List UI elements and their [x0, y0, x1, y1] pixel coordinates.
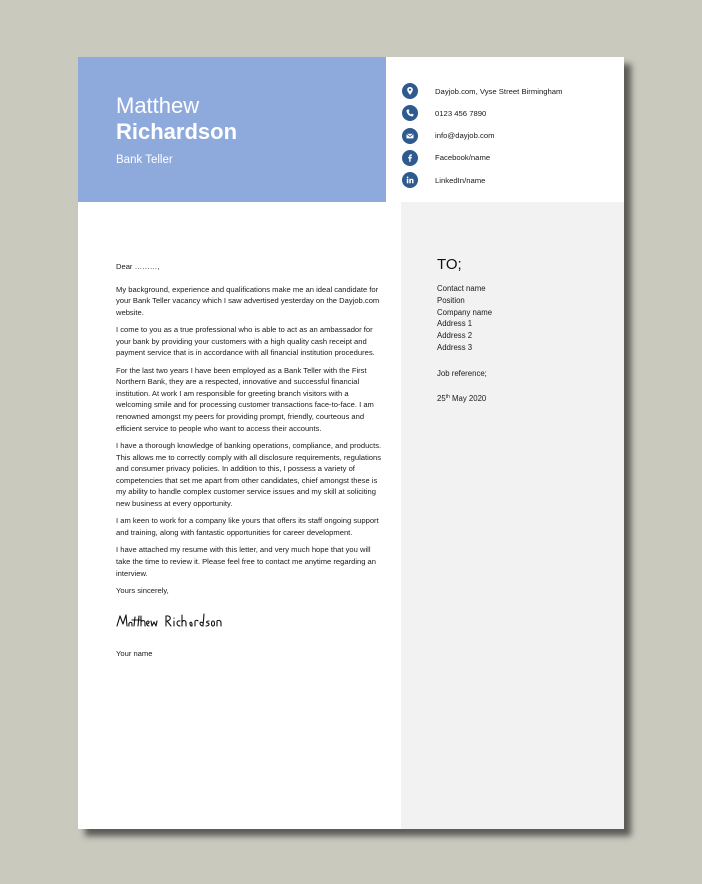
- contact-phone: 0123 456 7890: [435, 108, 487, 118]
- letter-body: [116, 261, 384, 665]
- email-icon: [402, 128, 418, 144]
- job-reference: Job reference;: [437, 368, 487, 378]
- header-band: [78, 57, 386, 202]
- recipient-block: [437, 256, 617, 404]
- contact-list: [402, 83, 617, 194]
- contact-facebook[interactable]: Facebook/name: [435, 153, 491, 163]
- letter-paragraph: I have a thorough knowledge of banking operations, compliance, and products. This allows me to correctly comply with all disclosure requirements, regulations and consumer privacy policies. In addition to this, I possess a variety of competencies that set me apart from other candidates, chief amongst these is my ability to handle complex customer service issues and my skill at soliciting new business at every opportunity.: [116, 441, 382, 508]
- recipient-address-1: Address 1: [437, 319, 473, 329]
- location-pin-icon: [402, 83, 418, 99]
- date-suffix: th: [445, 393, 450, 400]
- salutation: Dear ………,: [116, 262, 160, 271]
- recipient-panel: [401, 202, 624, 829]
- letter-paragraph: My background, experience and qualifications make me an ideal candidate for your Bank Teller vacancy which I saw advertised yesterday on the Dayjob.com website.: [116, 284, 380, 317]
- recipient-heading: TO;: [437, 256, 462, 273]
- first-name: Matthew: [116, 93, 200, 118]
- recipient-company: Company name: [437, 307, 493, 317]
- date-month-year: May 2020: [449, 393, 487, 403]
- recipient-address-2: Address 2: [437, 331, 473, 341]
- contact-row-phone: [402, 105, 617, 121]
- contact-row-email: [402, 128, 617, 144]
- recipient-address-3: Address 3: [437, 342, 473, 352]
- letter-paragraph: I have attached my resume with this letter, and very much hope that you will take the time to review it. Please feel free to contact me anytime regarding an interview.: [116, 545, 377, 578]
- contact-email[interactable]: info@dayjob.com: [435, 131, 495, 141]
- contact-row-linkedin: [402, 172, 617, 188]
- facebook-icon: [402, 150, 418, 166]
- contact-linkedin[interactable]: LinkedIn/name: [435, 175, 486, 185]
- recipient-contact-name: Contact name: [437, 284, 486, 293]
- closing: Yours sincerely,: [116, 586, 169, 596]
- contact-address: Dayjob.com, Vyse Street Birmingham: [435, 86, 563, 96]
- linkedin-icon: [402, 172, 418, 188]
- letter-paragraph: I am keen to work for a company like yours that offers its staff ongoing support and training, along with fantastic opportunities for career development.: [116, 516, 379, 537]
- job-title: Bank Teller: [116, 154, 173, 166]
- handwritten-signature: [116, 610, 384, 632]
- contact-row-address: [402, 83, 617, 99]
- contact-row-facebook: [402, 150, 617, 166]
- your-name: Your name: [116, 648, 153, 658]
- recipient-position: Position: [437, 295, 465, 305]
- cover-letter-page: [78, 57, 624, 829]
- letter-paragraph: I come to you as a true professional who is able to act as an ambassador for your bank by providing your customers with a high quality cash receipt and payment service that is in accordance with all financial institution procedures.: [116, 325, 375, 358]
- letter-date: [437, 393, 617, 404]
- phone-icon: [402, 105, 418, 121]
- letter-paragraph: For the last two years I have been employed as a Bank Teller with the First Northern Bank, they are a respected, innovative and successful financial institution. At work I am responsible for greeting branch visitors with a welcoming smile and for processing customer transactions face-to-face. I am renowned amongst my peers for providing prompt, friendly, courteous and efficient service to people who want to access their accounts.: [116, 365, 374, 433]
- date-day: 25: [437, 393, 446, 403]
- last-name: Richardson: [116, 119, 238, 144]
